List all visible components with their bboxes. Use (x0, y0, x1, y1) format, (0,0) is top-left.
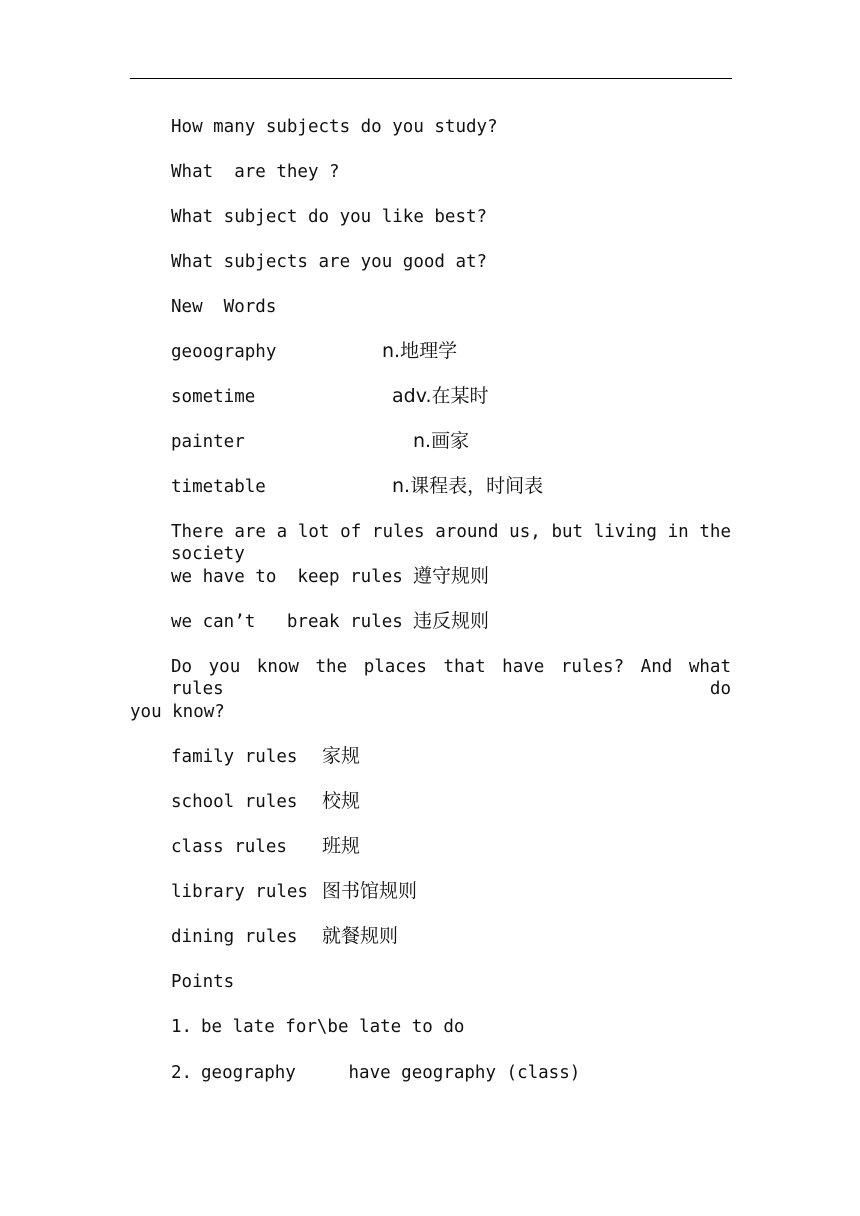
point-number: 1. (171, 1017, 193, 1037)
rule-type-zh: 就餐规则 (322, 925, 399, 947)
vocab-meaning: n.画家 (413, 430, 470, 452)
points-heading: Points (171, 972, 235, 992)
question-line: How many subjects do you study? (171, 117, 498, 137)
point-number: 2. (171, 1063, 193, 1083)
places-question-continued: you know? (130, 702, 225, 722)
rule-type-zh: 班规 (322, 835, 361, 857)
question-line: What subjects are you good at? (171, 252, 488, 272)
rule-type-en: dining rules (171, 927, 298, 947)
rule-type-en: family rules (171, 747, 298, 767)
rule-type-en: library rules (171, 882, 308, 902)
rule-phrase-zh: 违反规则 (413, 610, 490, 632)
rule-type-zh: 校规 (322, 790, 361, 812)
rule-phrase-en: we can’t break rules (171, 612, 403, 632)
vocab-meaning: n.课程表，时间表 (392, 475, 544, 497)
places-question: Do you know the places that have rules? And what rules do (171, 657, 731, 699)
rules-intro: There are a lot of rules around us, but living in the society (171, 522, 731, 564)
vocab-word: geoography (171, 342, 277, 362)
point-text: be late for\be late to do (201, 1017, 465, 1037)
question-line: What are they ? (171, 162, 340, 182)
rule-type-zh: 图书馆规则 (322, 880, 418, 902)
vocab-word: timetable (171, 477, 266, 497)
rule-type-zh: 家规 (322, 745, 361, 767)
vocab-meaning: n.地理学 (382, 340, 458, 362)
rule-phrase-zh: 遵守规则 (413, 565, 490, 587)
vocab-word: painter (171, 432, 245, 452)
header-rule (130, 78, 732, 79)
point-text: geography have geography (class) (201, 1063, 581, 1083)
rule-phrase-en: we have to keep rules (171, 567, 403, 587)
vocab-meaning: adv.在某时 (392, 385, 489, 407)
rule-type-en: class rules (171, 837, 287, 857)
vocab-word: sometime (171, 387, 256, 407)
question-line: What subject do you like best? (171, 207, 488, 227)
rule-type-en: school rules (171, 792, 298, 812)
new-words-heading: New Words (171, 297, 277, 317)
